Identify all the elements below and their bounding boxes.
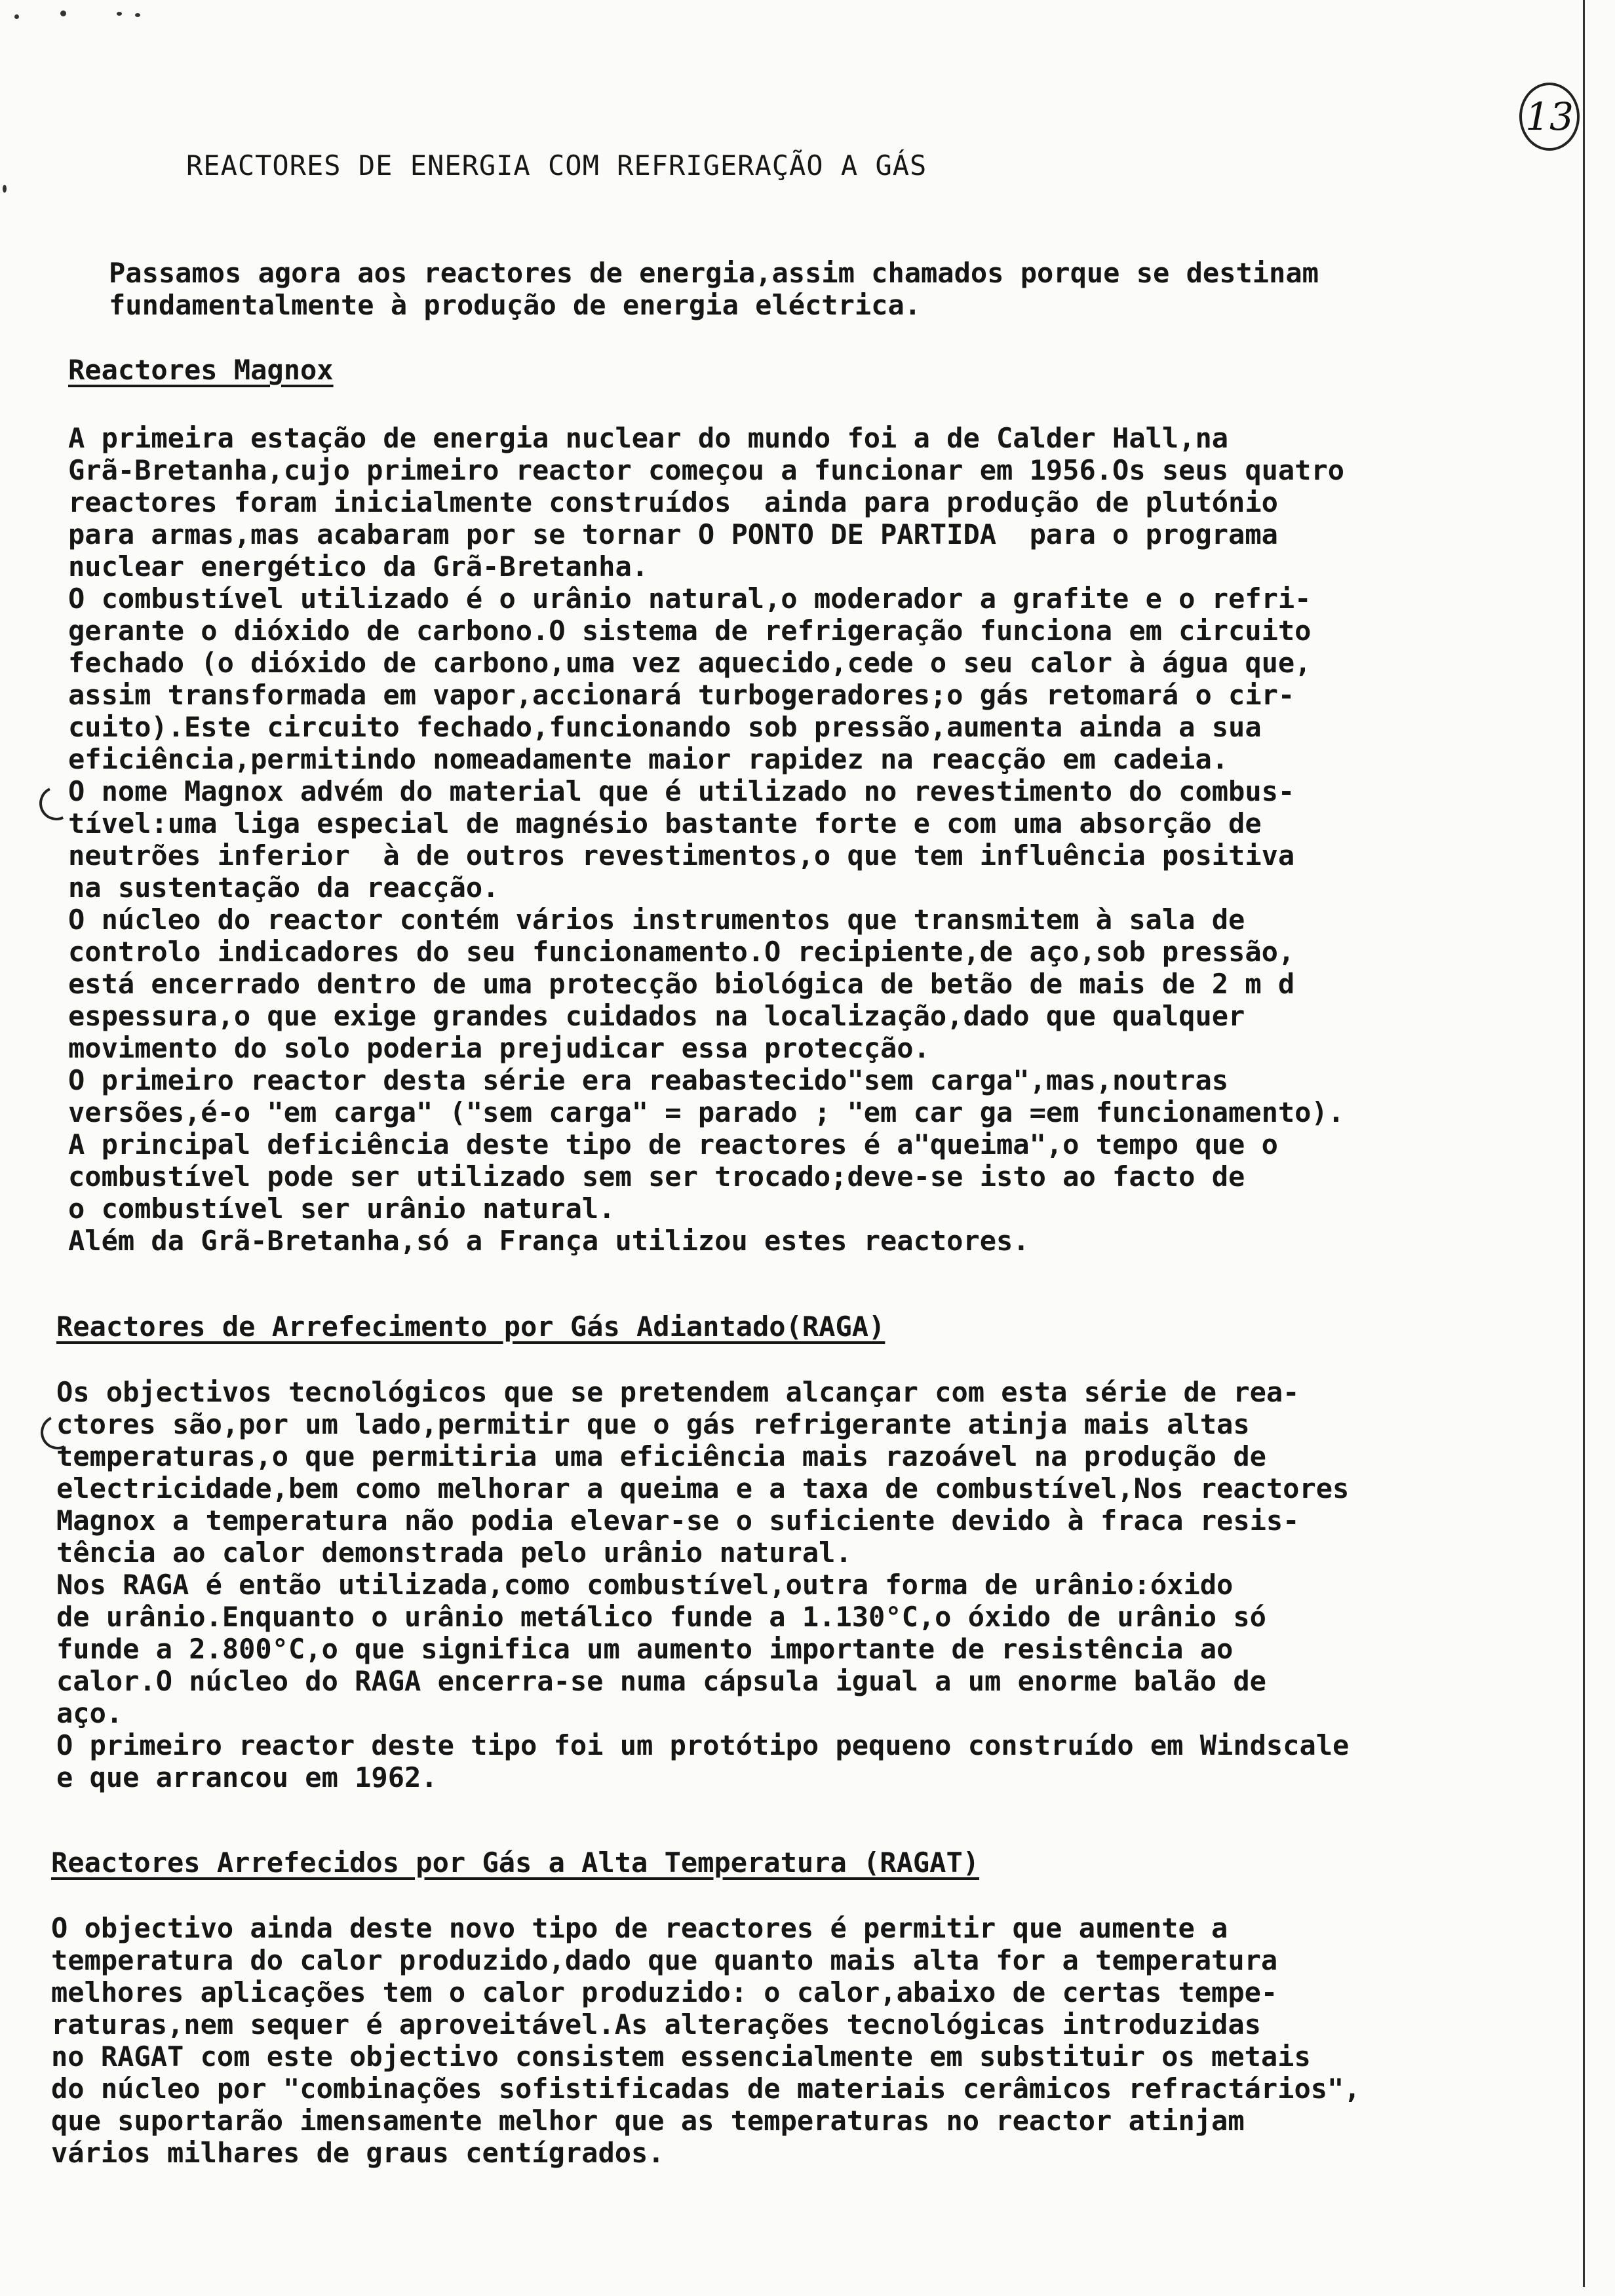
scan-speck xyxy=(117,12,122,16)
section-body-ragat: O objectivo ainda deste novo tipo de reactores é permitir que aumente a temperatura do calor produzido,dado que quanto mais alta for a temperatura melhores aplicações tem o calor produzido: o calor,abaixo de certas tempe- raturas,nem sequer é aproveitável.As alterações tecnológicas introduzidas no RAGAT com este objectivo consistem essencialmente em substituir os metais do núcleo por "combinações sofistificadas de materiais cerâmicos refractários", que suportarão imensamente melhor que as temperaturas no reactor atinjam vários milhares de graus centígrados. xyxy=(51,1912,1361,2169)
section-heading-ragat: Reactores Arrefecidos por Gás a Alta Temperatura (RAGAT) xyxy=(51,1846,980,1879)
scan-speck xyxy=(135,13,140,17)
section-body-raga: Os objectivos tecnológicos que se pretendem alcançar com esta série de rea- ctores são,por um lado,permitir que o gás refrigerante atinja mais altas temperaturas,o que permitiria uma eficiência mais razoável na produção de electricidade,bem como melhorar a queima e a taxa de combustível,Nos reactores Magnox a temperatura não podia elevar-se o suficiente devido à fraca resis- tência ao calor demonstrada pelo urânio natural. Nos RAGA é então utilizada,como combustível,outra forma de urânio:óxido de urânio.Enquanto o urânio metálico funde a 1.130°C,o óxido de urânio só funde a 2.800°C,o que significa um aumento importante de resistência ao calor.O núcleo do RAGA encerra-se numa cápsula igual a um enorme balão de aço. O primeiro reactor deste tipo foi um protótipo pequeno construído em Windscale e que arrancou em 1962. xyxy=(56,1376,1350,1793)
section-heading-magnox: Reactores Magnox xyxy=(68,354,334,386)
section-heading-raga: Reactores de Arrefecimento por Gás Adiantado(RAGA) xyxy=(56,1311,885,1343)
section-body-magnox: A primeira estação de energia nuclear do mundo foi a de Calder Hall,na Grã-Bretanha,cujo primeiro reactor começou a funcionar em 1956.Os seus quatro reactores foram inicialmente construídos ainda para produção de plutónio para armas,mas acabaram por se tornar O PONTO DE PARTIDA para o programa nuclear energético da Grã-Bretanha. O combustível utilizado é o urânio natural,o moderador a grafite e o refri- gerante o dióxido de carbono.O sistema de refrigeração funciona em circuito fechado (o dióxido de carbono,uma vez aquecido,cede o seu calor à água que, assim transformada em vapor,accionará turbogeradores;o gás retomará o cir- cuito).Este circuito fechado,funcionando sob pressão,aumenta ainda a sua eficiência,permitindo nomeadamente maior rapidez na reacção em cadeia. O nome Magnox advém do material que é utilizado no revestimento do combus- tível:uma liga especial de magnésio bastante forte e com uma absorção de neutrões inferior à de outros revestimentos,o que tem influência positiva na sustentação da reacção. O núcleo do reactor contém vários instrumentos que transmitem à sala de controlo indicadores do seu funcionamento.O recipiente,de aço,sob pressão, está encerrado dentro de uma protecção biológica de betão de mais de 2 m d espessura,o que exige grandes cuidados na localização,dado que qualquer movimento do solo poderia prejudicar essa protecção. O primeiro reactor desta série era reabastecido"sem carga",mas,noutras versões,é-o "em carga" ("sem carga" = parado ; "em car ga =em funcionamento). A principal deficiência deste tipo de reactores é a"queima",o tempo que o combustível pode ser utilizado sem ser trocado;deve-se isto ao facto de o combustível ser urânio natural. Além da Grã-Bretanha,só a França utilizou estes reactores. xyxy=(68,422,1345,1257)
scan-speck xyxy=(14,14,19,19)
scan-speck xyxy=(60,10,66,16)
page-title: REACTORES DE ENERGIA COM REFRIGERAÇÃO A GÁS xyxy=(186,149,927,182)
page-number: 13 xyxy=(1519,83,1580,151)
scan-speck xyxy=(3,185,7,193)
intro-paragraph: Passamos agora aos reactores de energia,assim chamados porque se destinam fundamentalmente à produção de energia eléctrica. xyxy=(109,257,1319,321)
